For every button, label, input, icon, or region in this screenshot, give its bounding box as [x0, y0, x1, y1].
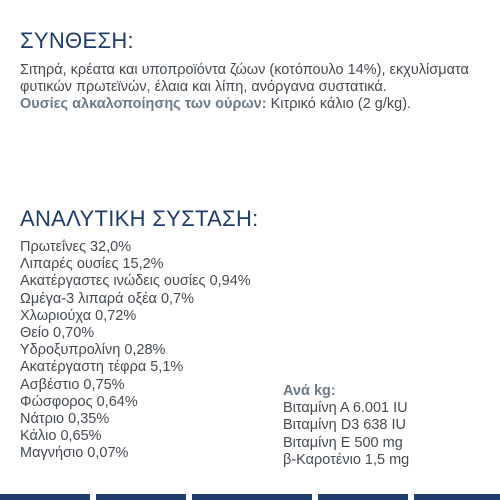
analysis-item-hydroxyproline: Υδροξυπρολίνη 0,28% — [20, 342, 166, 359]
analysis-item-phosphorus: Φώσφορος 0,64% — [20, 393, 138, 410]
analysis-heading: ΑΝΑΛΥΤΙΚΗ ΣΥΣΤΑΣΗ: — [20, 206, 259, 231]
per-kg-item-vitamin-e: Βιταμίνη Ε 500 mg — [283, 434, 403, 451]
analysis-item-potassium: Κάλιο 0,65% — [20, 428, 102, 445]
analysis-item-sulphur: Θείο 0,70% — [20, 325, 95, 342]
analysis-item-protein: Πρωτεΐνες 32,0% — [20, 239, 132, 255]
per-kg-item-vitamin-d3: Βιταμίνη D3 638 IU — [283, 417, 407, 434]
additive-label: Ουσίες αλκαλοποίησης των ούρων: — [20, 96, 267, 112]
per-kg-list — [283, 383, 409, 469]
composition-heading: ΣΥΝΘΕΣΗ: — [20, 28, 134, 53]
analysis-item-chloride: Χλωριούχα 0,72% — [20, 307, 137, 324]
composition-text — [20, 62, 488, 113]
composition-body: Σιτηρά, κρέατα και υποπροϊόντα ζώων (κοτόπουλο 14%), εκχυλίσματα φυτικών πρωτεϊνών, έλαια και λίπη, ανόργανα συστατικά. — [20, 62, 469, 95]
analysis-list — [20, 239, 251, 463]
analysis-item-omega3: Ωμέγα-3 λιπαρά οξέα 0,7% — [20, 290, 195, 307]
per-kg-item-vitamin-a: Βιταμίνη Α 6.001 IU — [283, 400, 408, 417]
per-kg-item-beta-carotene: β-Καροτένιο 1,5 mg — [283, 451, 410, 468]
analysis-item-sodium: Νάτριο 0,35% — [20, 411, 110, 428]
analysis-item-fat: Λιπαρές ουσίες 15,2% — [20, 256, 164, 273]
analysis-item-magnesium: Μαγνήσιο 0,07% — [20, 445, 129, 462]
analysis-item-calcium: Ασβέστιο 0,75% — [20, 376, 125, 393]
footer-decorative-bar — [0, 492, 500, 500]
additive-value: Κιτρικό κάλιο (2 g/kg). — [266, 96, 412, 112]
analysis-item-fibre: Ακατέργαστες ινώδεις ουσίες 0,94% — [20, 273, 251, 290]
per-kg-label: Ανά kg: — [283, 383, 336, 399]
analysis-item-ash: Ακατέργαστη τέφρα 5,1% — [20, 359, 184, 376]
